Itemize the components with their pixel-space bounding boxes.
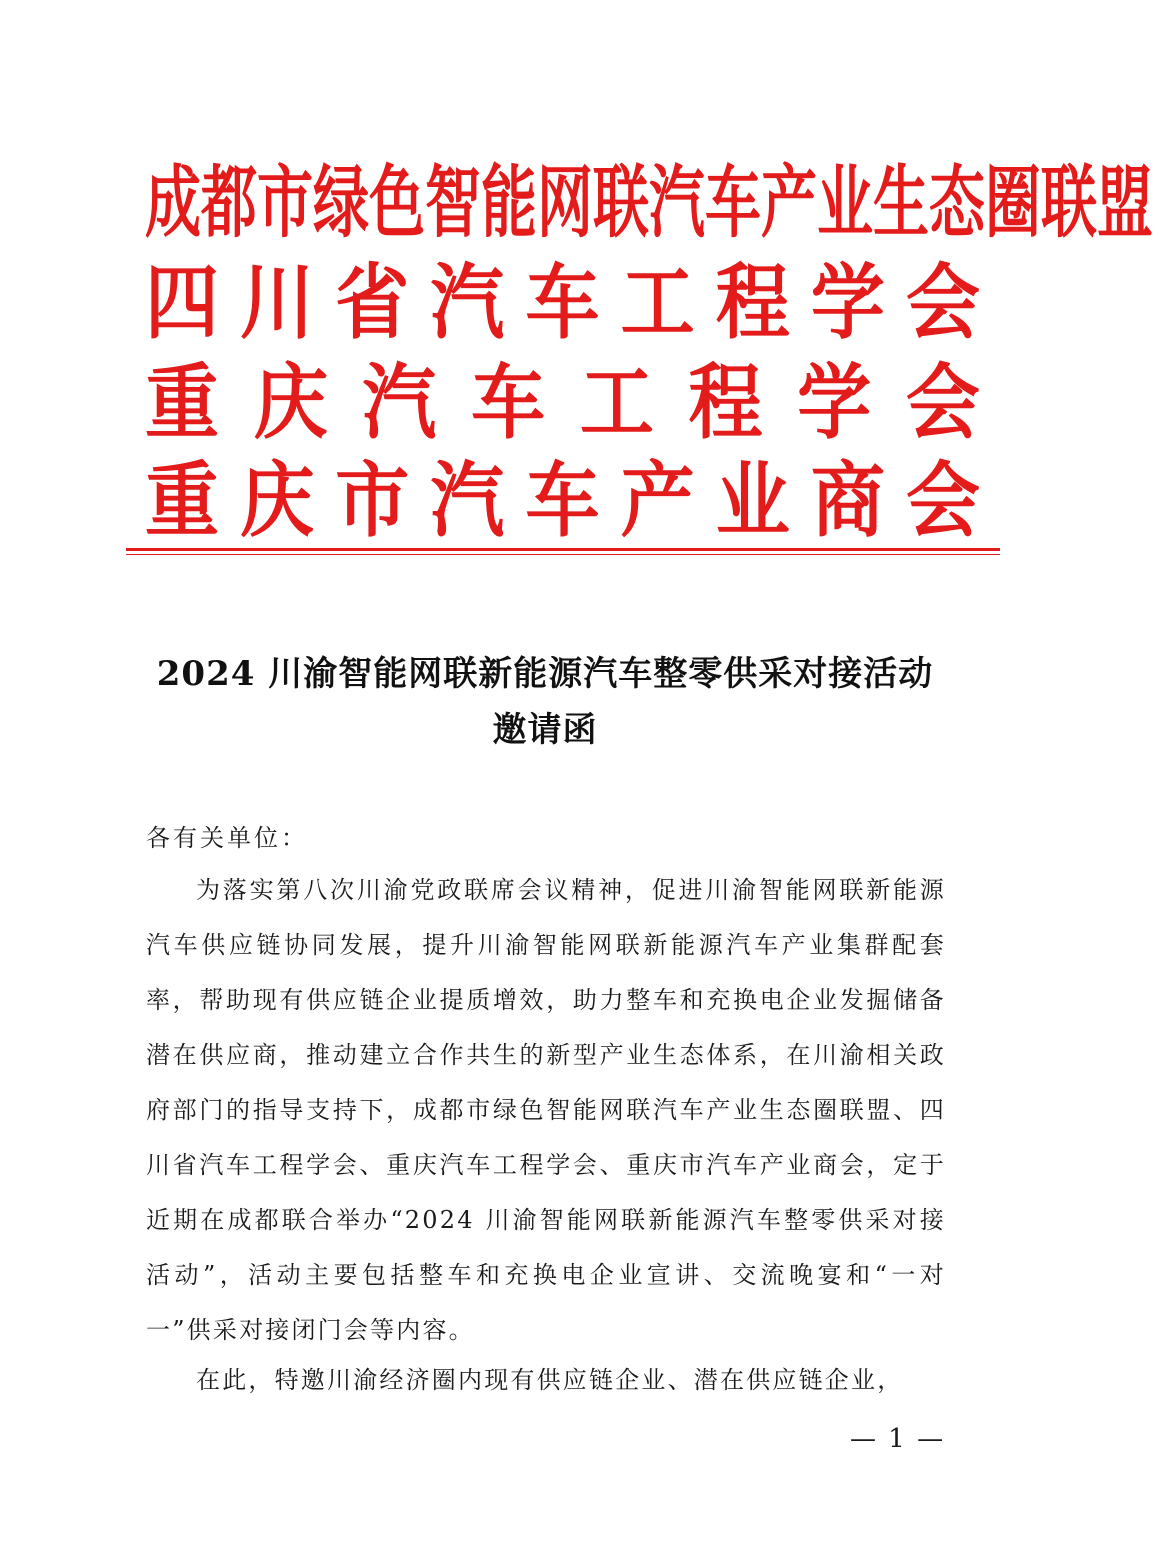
letterhead-org-4 [145, 453, 980, 549]
letterhead-org-1 [145, 156, 1153, 250]
letterhead-char: 盟 [1097, 156, 1153, 250]
letterhead-char: 川 [240, 255, 315, 351]
letterhead-char: 态 [929, 156, 985, 250]
letterhead-org-3 [145, 355, 980, 451]
letterhead-char: 圈 [985, 156, 1041, 250]
letterhead-char: 汽 [430, 255, 505, 351]
letterhead-char: 汽 [430, 453, 505, 549]
letterhead-char: 四 [145, 255, 219, 351]
letterhead-char: 工 [579, 355, 654, 451]
letterhead-char: 业 [817, 156, 873, 250]
letterhead-char: 网 [537, 156, 593, 250]
letterhead-char: 会 [906, 453, 980, 549]
letterhead-char: 重 [145, 453, 219, 549]
letterhead-char: 重 [145, 355, 219, 451]
letterhead-char: 庆 [253, 355, 328, 451]
letterhead-char: 会 [906, 255, 980, 351]
letterhead-char: 汽 [362, 355, 437, 451]
letterhead-char: 市 [257, 156, 313, 250]
letterhead-char: 成 [145, 156, 201, 250]
letterhead-char: 车 [525, 255, 600, 351]
salutation: 各有关单位： [146, 824, 308, 852]
letterhead-char: 会 [905, 355, 980, 451]
page-number: — 1 — [850, 1424, 946, 1454]
letterhead-char: 工 [620, 255, 695, 351]
letterhead-char: 市 [335, 453, 410, 549]
divider-thick-line [126, 548, 1000, 551]
document-title-line-1: 2024 川渝智能网联新能源汽车整零供采对接活动 [156, 654, 934, 694]
letterhead-char: 程 [688, 355, 763, 451]
letterhead-char: 庆 [240, 453, 315, 549]
letterhead-char: 省 [335, 255, 410, 351]
letterhead-char: 智 [425, 156, 481, 250]
letterhead-char: 学 [810, 255, 885, 351]
letterhead-char: 能 [481, 156, 537, 250]
letterhead-char: 联 [1041, 156, 1097, 250]
letterhead-char: 生 [873, 156, 929, 250]
letterhead-char: 汽 [649, 156, 705, 250]
letterhead-char: 车 [525, 453, 600, 549]
letterhead-org-2 [145, 255, 980, 351]
letterhead-char: 程 [715, 255, 790, 351]
body-paragraph-2: 在此，特邀川渝经济圈内现有供应链企业、潜在供应链企业， [196, 1366, 904, 1394]
letterhead-char: 都 [201, 156, 257, 250]
letterhead-char: 色 [369, 156, 425, 250]
letterhead-char: 联 [593, 156, 649, 250]
letterhead-char: 学 [797, 355, 872, 451]
document-title-line-2: 邀请函 [492, 710, 598, 750]
divider-thin-line [126, 554, 1000, 555]
letterhead-char: 绿 [313, 156, 369, 250]
letterhead-char: 车 [471, 355, 546, 451]
letterhead-char: 产 [620, 453, 695, 549]
letterhead-char: 业 [715, 453, 790, 549]
body-paragraph-1: 为落实第八次川渝党政联席会议精神，促进川渝智能网联新能源汽车供应链协同发展，提升川渝智能网联新能源汽车产业集群配套率，帮助现有供应链企业提质增效，助力整车和充换电企业发掘储备潜在供应商，推动建立合作共生的新型产业生态体系，在川渝相关政府部门的指导支持下，成都市绿色智能网联汽车产业生态圈联盟、四川省汽车工程学会、重庆汽车工程学会、重庆市汽车产业商会，定于近期在成都联合举办“2024 川渝智能网联新能源汽车整零供采对接活动”，活动主要包括整车和充换电企业宣讲、交流晚宴和“一对一”供采对接闭门会等内容。 [146, 876, 946, 1344]
letterhead-divider [126, 548, 1000, 556]
letterhead-char: 产 [761, 156, 817, 250]
letterhead-char: 商 [810, 453, 885, 549]
letterhead-char: 车 [705, 156, 761, 250]
